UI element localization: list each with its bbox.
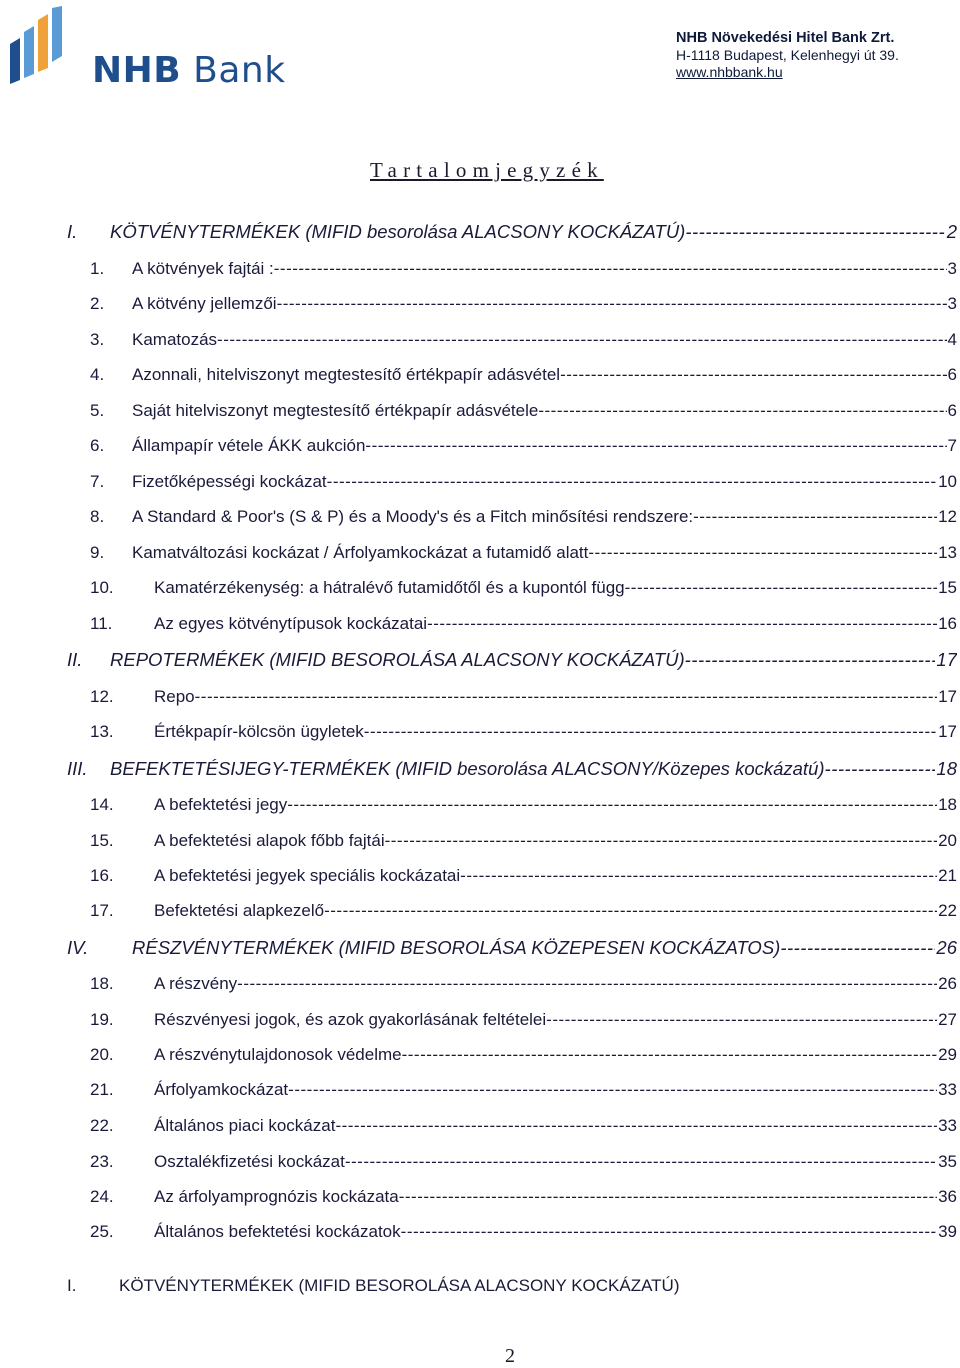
toc-entry-page: 17	[938, 687, 957, 706]
toc-entry-number: 14.	[90, 795, 114, 814]
toc-leader-dashes	[401, 1221, 937, 1243]
toc-entry-page: 3	[947, 259, 957, 278]
toc-entry-page: 33	[938, 1116, 957, 1135]
toc-leader-dashes	[780, 937, 935, 959]
toc-entry[interactable]	[67, 937, 957, 959]
toc-entry-label: Állampapír vétele ÁKK aukción	[132, 436, 366, 455]
toc-leader-dashes	[274, 258, 947, 280]
toc-leader-dashes	[693, 506, 937, 528]
toc-leader-dashes	[538, 400, 946, 422]
toc-leader-dashes	[217, 329, 946, 351]
toc-entry-label: Repo	[154, 687, 195, 706]
toc-leader-dashes	[287, 794, 937, 816]
toc-entry-page: 36	[938, 1187, 957, 1206]
company-address: H-1118 Budapest, Kelenhegyi út 39.	[676, 47, 899, 63]
toc-leader-dashes	[546, 1009, 937, 1031]
toc-entry-number: 24.	[90, 1187, 114, 1206]
toc-entry-page: 3	[947, 294, 957, 313]
toc-entry-number: 15.	[90, 831, 114, 850]
toc-entry[interactable]	[90, 1115, 957, 1137]
toc-leader-dashes	[385, 830, 937, 852]
toc-entry-page: 17	[936, 649, 957, 670]
toc-entry-page: 29	[938, 1045, 957, 1064]
toc-entry-number: 9.	[90, 543, 105, 562]
company-info	[676, 30, 899, 81]
toc-leader-dashes	[588, 542, 937, 564]
toc-entry[interactable]	[67, 758, 957, 780]
toc-leader-dashes	[685, 649, 936, 671]
toc-entry-page: 18	[936, 758, 957, 779]
toc-entry-page: 17	[938, 722, 957, 741]
toc-leader-dashes	[560, 364, 946, 386]
toc-entry-label: A kötvények fajtái :	[132, 259, 274, 278]
toc-entry-number: 18.	[90, 974, 114, 993]
toc-entry[interactable]	[90, 471, 957, 493]
toc-entry-number: 7.	[90, 472, 105, 491]
toc-entry-label: A kötvény jellemzői	[132, 294, 277, 313]
toc-entry-number: III.	[67, 758, 88, 779]
toc-entry-label: A befektetési jegy	[154, 795, 288, 814]
toc-entry-label: Az egyes kötvénytípusok kockázatai	[154, 614, 428, 633]
toc-leader-dashes	[402, 1044, 937, 1066]
toc-leader-dashes	[237, 973, 937, 995]
toc-entry-number: 23.	[90, 1152, 114, 1171]
toc-leader-dashes	[324, 900, 937, 922]
toc-entry[interactable]	[90, 1079, 957, 1101]
toc-entry-number: 6.	[90, 436, 105, 455]
toc-leader-dashes	[335, 1115, 937, 1137]
nhb-bank-logo	[8, 6, 288, 91]
toc-entry-label: A befektetési jegyek speciális kockázatai	[154, 866, 461, 885]
toc-entry-number: 21.	[90, 1080, 114, 1099]
logo-text-light: Bank	[193, 50, 286, 91]
toc-entry-number: 5.	[90, 401, 105, 420]
toc-entry-label: REPOTERMÉKEK (MIFID BESOROLÁSA ALACSONY KOCKÁZATÚ)	[110, 649, 685, 670]
toc-leader-dashes	[277, 293, 947, 315]
toc-entry-number: 8.	[90, 507, 105, 526]
toc-entry[interactable]	[90, 506, 957, 528]
toc-entry[interactable]	[90, 613, 957, 635]
toc-entry-page: 15	[938, 578, 957, 597]
toc-entry-page: 10	[938, 472, 957, 491]
toc-leader-dashes	[345, 1151, 937, 1173]
toc-entry-page: 12	[938, 507, 957, 526]
toc-entry-page: 2	[946, 221, 957, 242]
toc-entry[interactable]	[90, 364, 957, 386]
toc-entry[interactable]	[90, 542, 957, 564]
logo-text-bold: NHB	[92, 50, 182, 91]
toc-entry[interactable]	[90, 435, 957, 457]
toc-entry-label: Osztalékfizetési kockázat	[154, 1152, 345, 1171]
toc-entry-label: Fizetőképességi kockázat	[132, 472, 327, 491]
toc-entry-page: 16	[938, 614, 957, 633]
toc-entry-number: 22.	[90, 1116, 114, 1135]
toc-entry[interactable]	[90, 1009, 957, 1031]
toc-entry-page: 35	[938, 1152, 957, 1171]
toc-entry-label: Általános piaci kockázat	[154, 1116, 336, 1135]
toc-leader-dashes	[685, 221, 945, 243]
toc-entry-page: 18	[938, 795, 957, 814]
toc-entry-number: 3.	[90, 330, 105, 349]
company-name: NHB Növekedési Hitel Bank Zrt.	[676, 30, 895, 46]
logo-wordmark	[92, 50, 286, 91]
toc-title: Tartalomjegyzék	[370, 158, 604, 182]
toc-entry-page: 6	[947, 401, 957, 420]
toc-entry[interactable]	[90, 293, 957, 315]
toc-leader-dashes	[364, 721, 937, 743]
toc-entry[interactable]	[90, 1186, 957, 1208]
toc-entry[interactable]	[90, 973, 957, 995]
toc-entry-label: Árfolyamkockázat	[154, 1080, 289, 1099]
toc-entry-label: A befektetési alapok főbb fajtái	[154, 831, 385, 850]
toc-entry-label: Az árfolyamprognózis kockázata	[154, 1187, 399, 1206]
toc-entry[interactable]	[90, 1221, 957, 1243]
toc-entry[interactable]	[90, 794, 957, 816]
toc-entry[interactable]	[67, 221, 957, 243]
toc-entry-label: Értékpapír-kölcsön ügyletek	[154, 722, 364, 741]
toc-entry-label: Azonnali, hitelviszonyt megtestesítő értékpapír adásvétel	[132, 365, 561, 384]
toc-entry-number: IV.	[67, 937, 89, 958]
logo-bars-icon	[8, 6, 88, 86]
toc-entry-label: A Standard & Poor's (S & P) és a Moody's és a Fitch minősítési rendszere:	[132, 507, 694, 526]
toc-entry[interactable]	[90, 686, 957, 708]
section-heading-number: I.	[67, 1276, 77, 1295]
toc-entry-label: Saját hitelviszonyt megtestesítő értékpapír adásvétele	[132, 401, 539, 420]
toc-entry-page: 4	[947, 330, 957, 349]
toc-entry-label: Részvényesi jogok, és azok gyakorlásának feltételei	[154, 1010, 547, 1029]
toc-entry[interactable]	[90, 865, 957, 887]
toc-entry-label: Általános befektetési kockázatok	[154, 1222, 401, 1241]
toc-entry-number: II.	[67, 649, 83, 670]
toc-entry-page: 27	[938, 1010, 957, 1029]
toc-entry-number: 12.	[90, 687, 114, 706]
toc-entry-number: 13.	[90, 722, 114, 741]
toc-entry[interactable]	[90, 577, 957, 599]
toc-entry-page: 33	[938, 1080, 957, 1099]
toc-entry[interactable]	[90, 400, 957, 422]
toc-leader-dashes	[195, 686, 937, 708]
company-url-link[interactable]: www.nhbbank.hu	[676, 64, 783, 80]
toc-entry-label: A részvény	[154, 974, 238, 993]
toc-entry-label: Kamatozás	[132, 330, 218, 349]
toc-entry-label: Kamatváltozási kockázat / Árfolyamkockázat a futamidő alatt	[132, 543, 589, 562]
toc-entry-page: 39	[938, 1222, 957, 1241]
toc-entry[interactable]	[90, 721, 957, 743]
toc-entry-label: RÉSZVÉNYTERMÉKEK (MIFID BESOROLÁSA KÖZEPESEN KOCKÁZATOS)	[132, 937, 781, 958]
toc-entry[interactable]	[90, 1044, 957, 1066]
section-heading-label: KÖTVÉNYTERMÉKEK (MIFID BESOROLÁSA ALACSONY KOCKÁZATÚ)	[119, 1276, 680, 1295]
toc-leader-dashes	[288, 1079, 937, 1101]
toc-entry-label: Befektetési alapkezelő	[154, 901, 325, 920]
toc-entry-page: 6	[947, 365, 957, 384]
toc-entry-page: 26	[938, 974, 957, 993]
toc-entry-label: KÖTVÉNYTERMÉKEK (MIFID besorolása ALACSONY KOCKÁZATÚ)	[110, 221, 686, 242]
toc-entry-number: 20.	[90, 1045, 114, 1064]
toc-entry[interactable]	[90, 329, 957, 351]
toc-entry[interactable]	[67, 649, 957, 671]
section-heading	[67, 1276, 680, 1296]
toc-entry-page: 13	[938, 543, 957, 562]
toc-entry[interactable]	[90, 830, 957, 852]
toc-entry-page: 26	[936, 937, 957, 958]
toc-entry-label: BEFEKTETÉSIJEGY-TERMÉKEK (MIFID besorolása ALACSONY/Közepes kockázatú)	[110, 758, 825, 779]
toc-entry-number: 2.	[90, 294, 105, 313]
toc-entry-number: 1.	[90, 259, 105, 278]
toc-entry-page: 20	[938, 831, 957, 850]
toc-entry[interactable]	[90, 258, 957, 280]
toc-entry-number: 16.	[90, 866, 114, 885]
toc-entry-number: 4.	[90, 365, 105, 384]
toc-leader-dashes	[365, 435, 946, 457]
toc-leader-dashes	[327, 471, 937, 493]
toc-leader-dashes	[399, 1186, 937, 1208]
toc-entry[interactable]	[90, 900, 957, 922]
toc-entry-number: 11.	[90, 614, 113, 633]
toc-entry-page: 7	[947, 436, 957, 455]
toc-leader-dashes	[460, 865, 937, 887]
page-number: 2	[505, 1345, 515, 1367]
toc-leader-dashes	[825, 758, 936, 780]
toc-entry-label: Kamatérzékenység: a hátralévő futamidőtől és a kupontól függ	[154, 578, 625, 597]
toc-leader-dashes	[625, 577, 937, 599]
toc-entry[interactable]	[90, 1151, 957, 1173]
toc-leader-dashes	[427, 613, 937, 635]
toc-entry-number: 19.	[90, 1010, 114, 1029]
toc-entry-page: 22	[938, 901, 957, 920]
toc-entry-number: 25.	[90, 1222, 114, 1241]
toc-entry-page: 21	[938, 866, 957, 885]
toc-entry-label: A részvénytulajdonosok védelme	[154, 1045, 402, 1064]
toc-entry-number: I.	[67, 221, 78, 242]
toc-entry-number: 10.	[90, 578, 114, 597]
toc-entry-number: 17.	[90, 901, 114, 920]
